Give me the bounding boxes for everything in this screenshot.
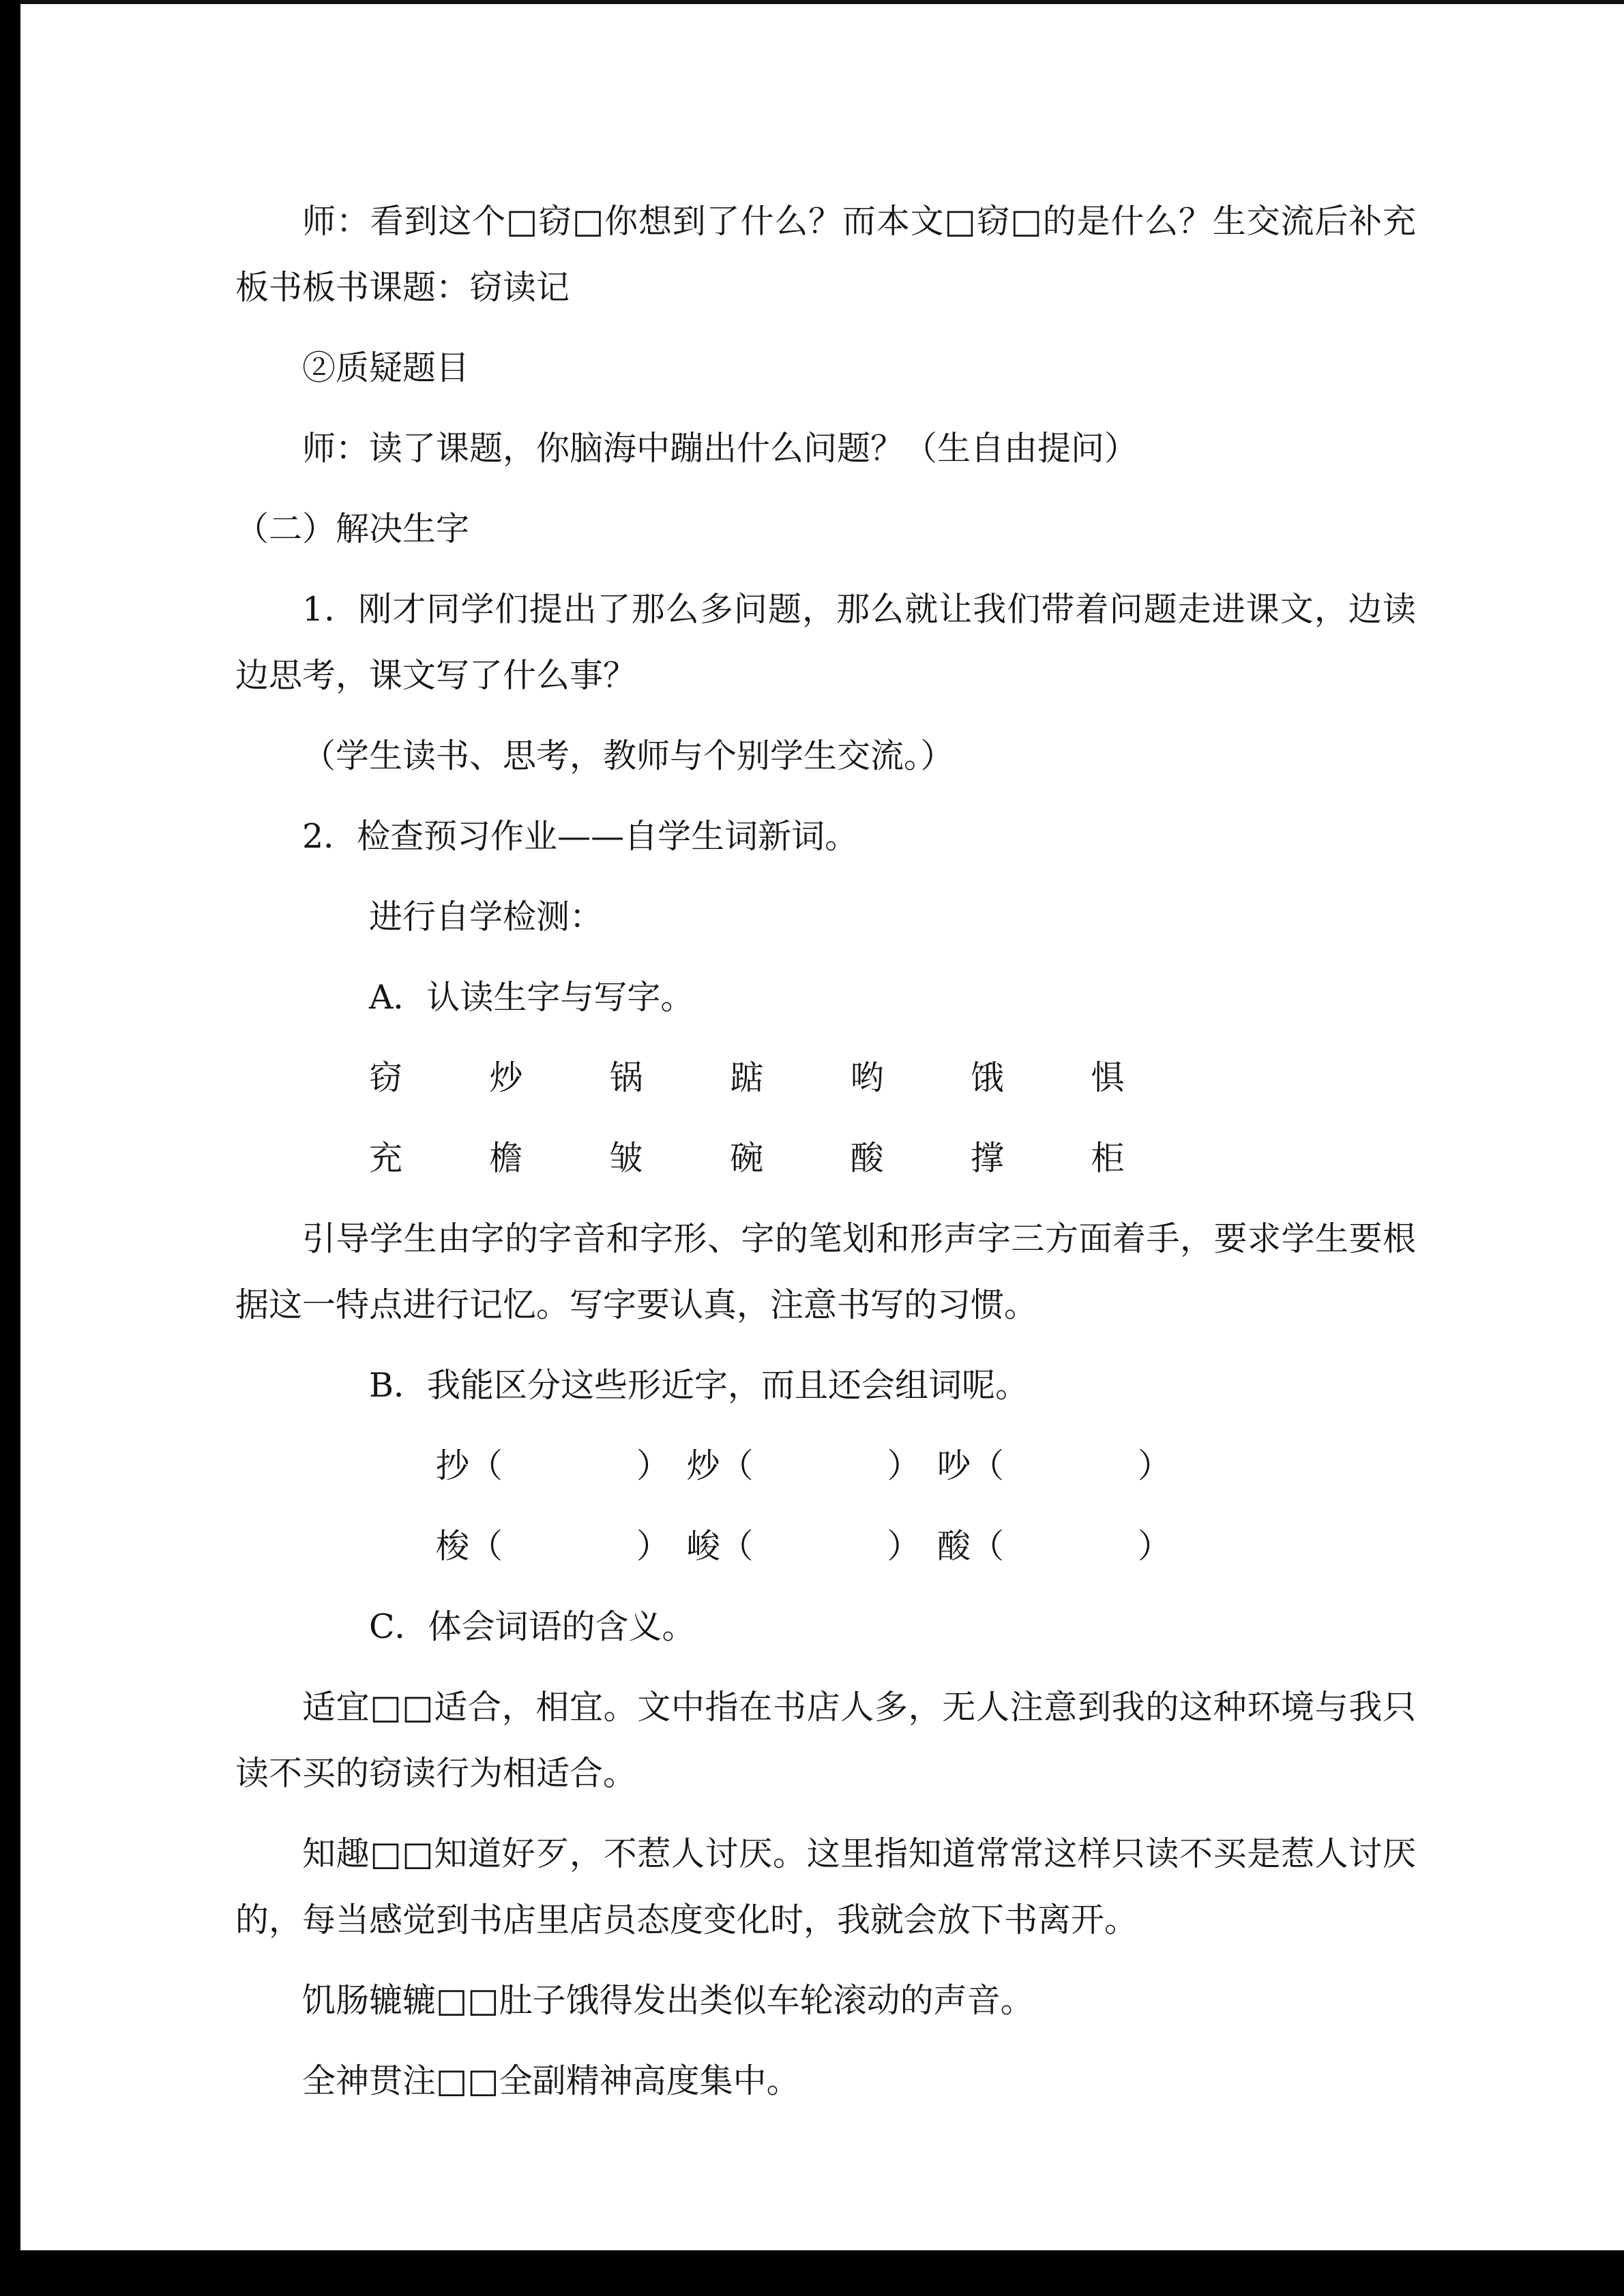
paragraph-teacher-prompt-title: 师：看到这个□窃□你想到了什么？而本文□窃□的是什么？生交流后补充板书板书课题：窃读记 [235, 202, 1416, 307]
paragraph-definition-zhiqu: 知趣□□知道好歹，不惹人讨厌。这里指知道常常这样只读不买是惹人讨厌的，每当感觉到书店里店员态度变化时，我就会放下书离开。 [235, 1834, 1416, 1939]
paragraph-item-b-heading: B．我能区分这些形近字，而且还会组词呢。 [369, 1366, 1029, 1405]
paragraph-definition-shiyi: 适宜□□适合，相宜。文中指在书店人多，无人注意到我的这种环境与我只读不买的窃读行为相适合。 [235, 1688, 1416, 1793]
paragraph-guidance-note: 引导学生由字的字音和字形、字的笔划和形声字三方面着手，要求学生要根据这一特点进行记忆。写字要认真，注意书写的习惯。 [235, 1219, 1416, 1324]
paragraph-character-row-2: 充 檐 皱 碗 酸 撑 柜 [369, 1139, 1132, 1178]
paragraph-task-2: 2．检查预习作业——自学生词新词。 [302, 817, 859, 856]
paragraph-word-blank-row-1: 抄（ ） 炒（ ） 吵（ ） [436, 1446, 1172, 1485]
paragraph-activity-note: （学生读书、思考，教师与个别学生交流。） [302, 736, 954, 775]
paragraph-item-c-heading: C．体会词语的含义。 [369, 1607, 696, 1646]
paragraph-definition-quanshenguanzhu: 全神贯注□□全副精神高度集中。 [302, 2061, 800, 2100]
scan-edge-left [0, 0, 20, 2296]
paragraph-step-question-title: ②质疑题目 [302, 348, 470, 387]
paragraph-word-blank-row-2: 梭（ ） 峻（ ） 酸（ ） [436, 1527, 1172, 1566]
scan-edge-top [0, 0, 1624, 4]
paragraph-task-1: 1．刚才同学们提出了那么多问题，那么就让我们带着问题走进课文，边读边思考，课文写了什么事？ [235, 590, 1416, 695]
paragraph-item-a-heading: A．认读生字与写字。 [369, 978, 694, 1017]
paragraph-character-row-1: 窃 炒 锅 踮 哟 饿 惧 [369, 1058, 1132, 1097]
paragraph-section-heading: （二）解决生字 [235, 509, 470, 548]
paragraph-teacher-question: 师：读了课题，你脑海中蹦出什么问题？（生自由提问） [302, 429, 1138, 468]
scan-edge-bottom [0, 2250, 1624, 2296]
paragraph-definition-jichanglulu: 饥肠辘辘□□肚子饿得发出类似车轮滚动的声音。 [302, 1981, 1034, 2020]
paragraph-selfcheck-heading: 进行自学检测： [369, 897, 604, 936]
